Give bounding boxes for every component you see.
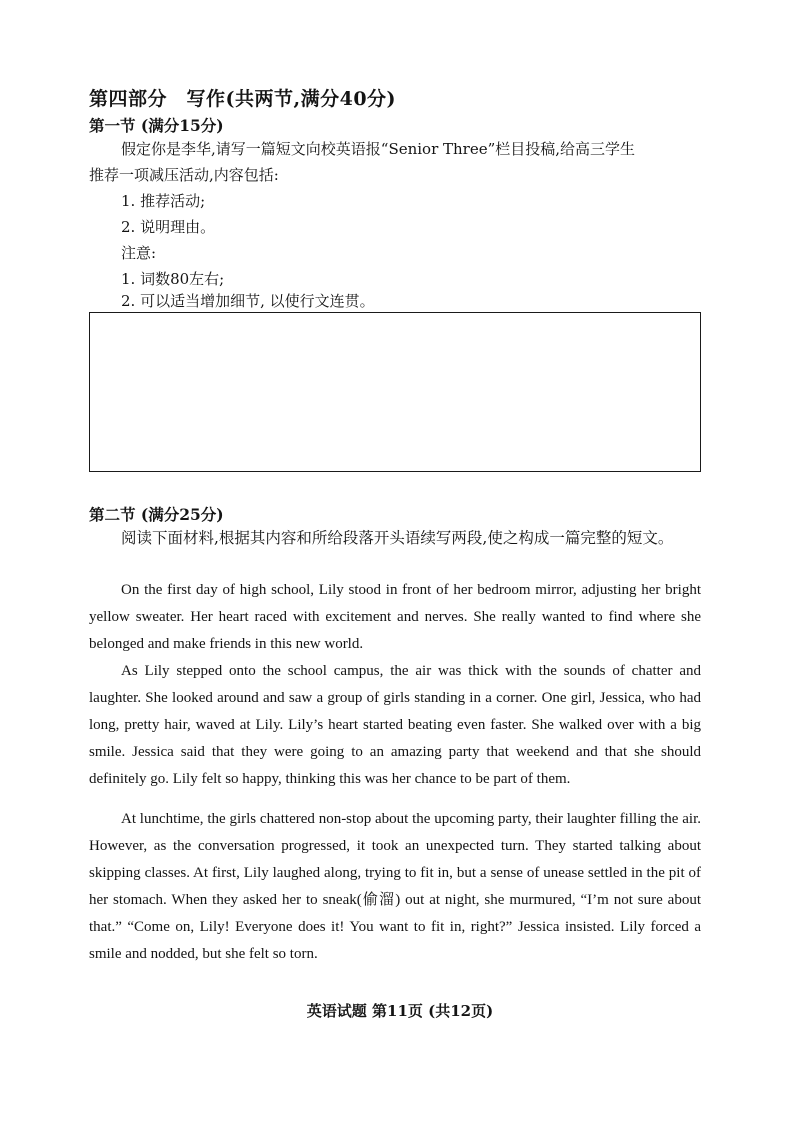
part-title: 第四部分 写作(共两节,满分40分) bbox=[89, 88, 397, 110]
section2-instruction: 阅读下面材料,根据其内容和所给段落开头语续写两段,使之构成一篇完整的短文。 bbox=[121, 529, 674, 547]
section1-note-label: 注意: bbox=[121, 244, 157, 262]
section1-item-1: 1. 推荐活动; bbox=[121, 192, 206, 210]
story-paragraph-3: At lunchtime, the girls chattered non-stop about the upcoming party, their laughter filling the air. However, as the conversation progressed, it took an unexpected turn. They started talking about skipping classes. At first, Lily laughed along, trying to fit in, but a sense of unease settled in the pit of her stomach. When they asked her to sneak(偷溜) out at night, she murmured, “I’m not sure about that.” “Come on, Lily! Everyone does it! You want to fit in, right?” Jessica insisted. Lily forced a smile and nodded, but she felt so torn. bbox=[89, 811, 701, 962]
section1-prompt-line2: 推荐一项减压活动,内容包括: bbox=[89, 166, 279, 184]
section1-note-1: 1. 词数80左右; bbox=[121, 270, 225, 288]
section1-title: 第一节 (满分15分) bbox=[89, 116, 224, 135]
answer-writing-box[interactable] bbox=[89, 312, 701, 472]
section1-note-2: 2. 可以适当增加细节, 以使行文连贯。 bbox=[121, 292, 375, 310]
section1-prompt-line1: 假定你是李华,请写一篇短文向校英语报“Senior Three”栏目投稿,给高三学生 bbox=[121, 140, 636, 158]
section1-item-2: 2. 说明理由。 bbox=[121, 218, 216, 236]
story-paragraph-2: As Lily stepped onto the school campus, the air was thick with the sounds of chatter and laughter. She looked around and saw a group of girls standing in a corner. One girl, Jessica, who had long, pretty hair, waved at Lily. Lily’s heart started beating even faster. She walked over with a big smile. Jessica said that they were going to an amazing party that weekend and that she should definitely go. Lily felt so happy, thinking this was her chance to be part of them. bbox=[89, 663, 701, 787]
page-footer: 英语试题 第11页 (共12页) bbox=[306, 1002, 494, 1020]
section2-title: 第二节 (满分25分) bbox=[89, 505, 224, 524]
story-paragraph-1: On the first day of high school, Lily stood in front of her bedroom mirror, adjusting her bright yellow sweater. Her heart raced with excitement and nerves. She really wanted to find where she belonged and make friends in this new world. bbox=[89, 582, 701, 652]
